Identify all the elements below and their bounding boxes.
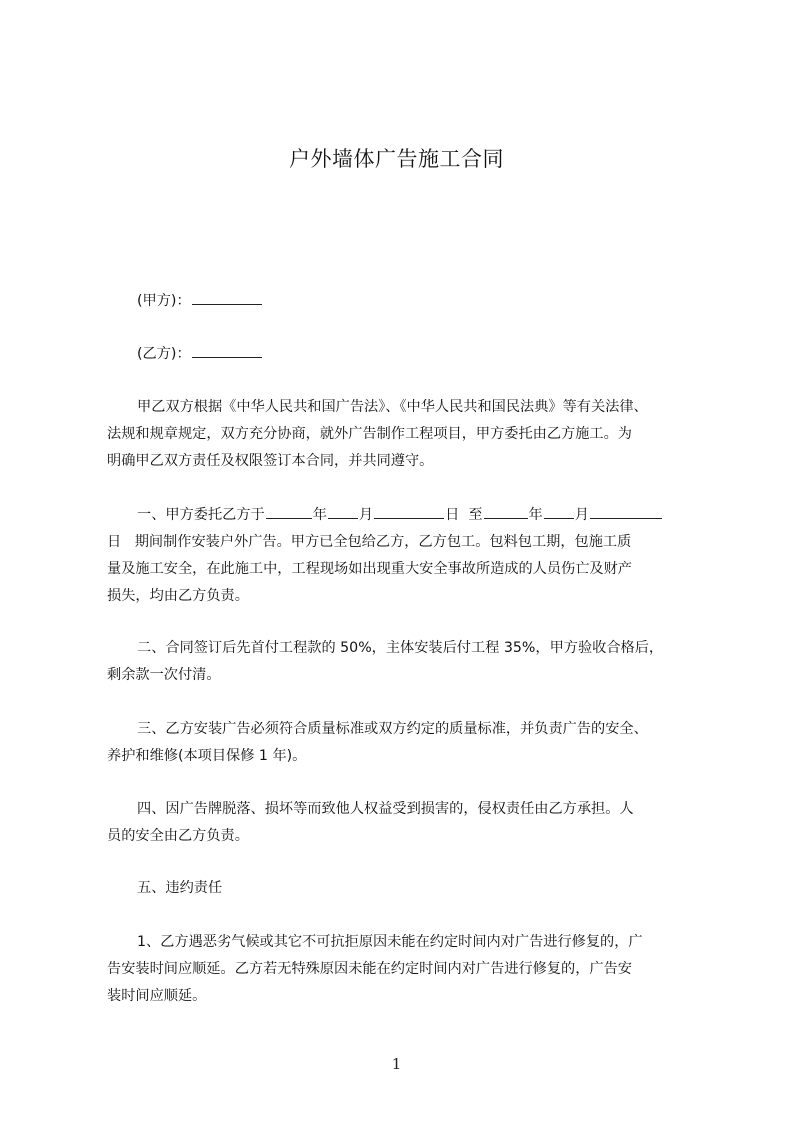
page-number: 1	[391, 1055, 402, 1073]
clause-2-line: 剩余款一次付清。	[107, 667, 221, 683]
clause-1-line-3: 量及施工安全，在此施工中，工程现场如出现重大安全事故所造成的人员伤亡及财产	[107, 561, 632, 577]
clause-1-text: 期间制作安装户外广告。甲方已全包给乙方，乙方包工。包料包工期，包施工质	[134, 534, 632, 550]
intro-line: 甲乙双方根据《中华人民共和国广告法》、《中华人民共和国民法典》等有关法律、	[137, 399, 648, 415]
clause-4-line: 员的安全由乙方负责。	[107, 828, 249, 844]
party-b-line	[137, 341, 737, 368]
clause-5-item-1-line: 告安装时间应顺延。乙方若无特殊原因未能在约定时间内对广告进行修复的，广告安	[107, 961, 632, 977]
clause-5-item-1-line: 装时间应顺延。	[107, 988, 207, 1004]
clause-5-item-1-line: 1、乙方遇恶劣气候或其它不可抗拒原因未能在约定时间内对广告进行修复的，广	[137, 934, 643, 950]
clause-1	[107, 502, 707, 610]
clause-2	[107, 635, 707, 689]
start-day-blank	[374, 502, 444, 519]
clause-4	[107, 796, 707, 850]
clause-4-line: 四、因广告牌脱落、损坏等而致他人权益受到损害的，侵权责任由乙方承担。人	[137, 801, 634, 817]
clause-3-line: 养护和维修(本项目保修 1 年)。	[107, 748, 307, 764]
end-month-blank	[544, 502, 574, 519]
start-day-label: 日	[445, 507, 460, 523]
clause-3	[107, 716, 707, 770]
document-title: 户外墙体广告施工合同	[289, 147, 504, 171]
start-year-label: 年	[312, 507, 327, 523]
clause-1-prefix: 一、甲方委托乙方于	[137, 507, 265, 523]
end-month-label: 月	[574, 507, 589, 523]
party-a-label: (甲方)：	[137, 293, 191, 309]
party-b-label: (乙方)：	[137, 346, 191, 362]
clause-2-line: 二、合同签订后先首付工程款的 50%，主体安装后付工程 35%，甲方验收合格后，	[137, 640, 664, 656]
intro-line: 法规和规章规定，双方充分协商，就外广告制作工程项目，甲方委托由乙方施工。为	[107, 426, 632, 442]
intro-paragraph	[107, 394, 707, 475]
start-month-blank	[328, 502, 358, 519]
end-year-blank	[484, 502, 528, 519]
clause-3-line: 三、乙方安装广告必须符合质量标准或双方约定的质量标准，并负责广告的安全、	[137, 721, 648, 737]
start-month-label: 月	[358, 507, 374, 523]
party-b-blank	[192, 341, 262, 358]
party-a-blank	[192, 288, 262, 305]
end-year-label: 年	[528, 507, 543, 523]
end-day-blank	[590, 502, 662, 519]
clause-5-item-1	[107, 929, 707, 1010]
clause-1-line-1	[107, 502, 707, 529]
clause-1-line-4: 损失，均由乙方负责。	[107, 588, 249, 604]
to-label: 至	[468, 507, 483, 523]
clause-5-heading: 五、违约责任	[137, 880, 223, 896]
end-day-label: 日	[107, 534, 122, 550]
clause-1-line-2	[107, 529, 707, 556]
party-a-line	[137, 288, 737, 315]
intro-line: 明确甲乙双方责任及权限签订本合同，并共同遵守。	[107, 453, 434, 469]
start-year-blank	[266, 502, 312, 519]
